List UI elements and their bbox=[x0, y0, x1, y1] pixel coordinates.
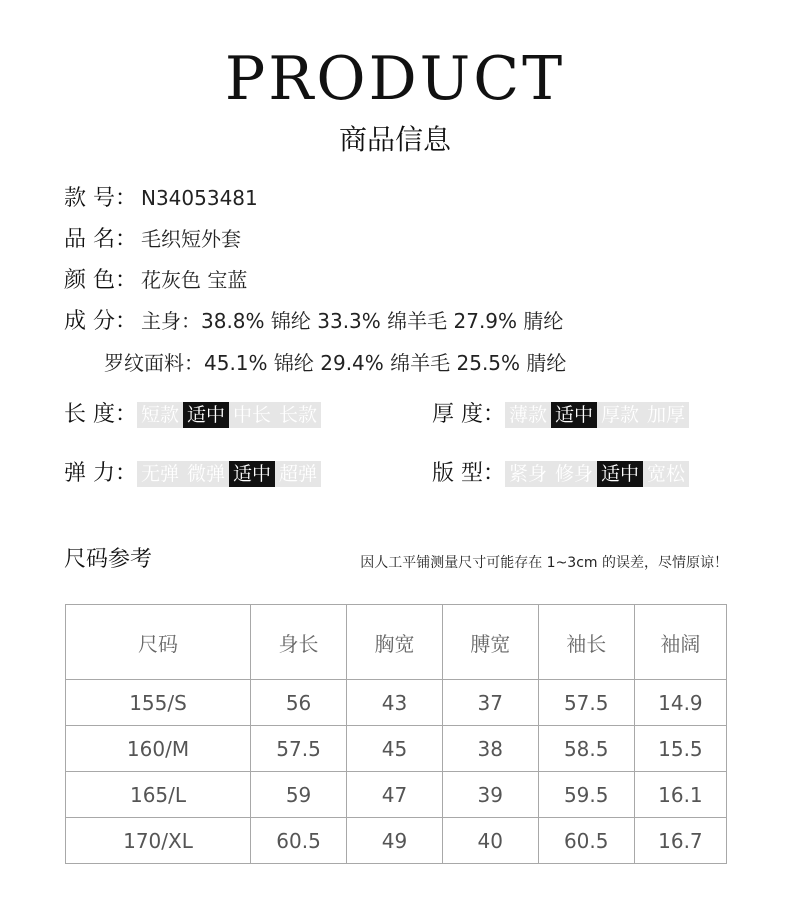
table-cell: 47 bbox=[347, 772, 443, 818]
attribute-thickness bbox=[432, 400, 689, 430]
attribute-elasticity bbox=[64, 459, 321, 489]
table-cell: 59 bbox=[251, 772, 347, 818]
info-row-style-number bbox=[64, 183, 258, 213]
attribute-fit bbox=[432, 459, 689, 489]
table-cell: 49 bbox=[347, 818, 443, 864]
size-chart-note: 因人工平铺测量尺寸可能存在 1~3cm 的误差，尽情原谅！ bbox=[360, 555, 728, 571]
attribute-option: 适中 bbox=[597, 461, 643, 487]
info-label: 颜 色： bbox=[64, 268, 137, 293]
info-row-composition bbox=[64, 306, 563, 336]
info-label: 款 号： bbox=[64, 186, 137, 211]
info-label: 品 名： bbox=[64, 227, 137, 252]
header-cell: 袖长 bbox=[538, 605, 634, 680]
table-cell: 39 bbox=[442, 772, 538, 818]
header-cell: 尺码 bbox=[66, 605, 251, 680]
attribute-option: 适中 bbox=[229, 461, 275, 487]
table-cell: 43 bbox=[347, 680, 443, 726]
attribute-scale bbox=[505, 402, 689, 428]
table-cell: 59.5 bbox=[538, 772, 634, 818]
attribute-option: 薄款 bbox=[509, 404, 548, 426]
table-row bbox=[66, 772, 727, 818]
attribute-option: 超弹 bbox=[279, 463, 318, 485]
attribute-length bbox=[64, 400, 321, 430]
attribute-option: 加厚 bbox=[647, 404, 686, 426]
attribute-scale bbox=[505, 461, 689, 487]
product-info-heading: 商品信息 bbox=[338, 123, 451, 156]
table-row bbox=[66, 680, 727, 726]
table-cell: 57.5 bbox=[538, 680, 634, 726]
composition-rib-fabric: 罗纹面料：45.1% 锦纶 29.4% 绵羊毛 25.5% 腈纶 bbox=[104, 351, 567, 375]
table-cell: 170/XL bbox=[66, 818, 251, 864]
attribute-label: 版 型： bbox=[432, 461, 505, 486]
header-cell: 袖阔 bbox=[634, 605, 726, 680]
table-cell: 38 bbox=[442, 726, 538, 772]
table-cell: 15.5 bbox=[634, 726, 726, 772]
table-cell: 155/S bbox=[66, 680, 251, 726]
table-row bbox=[66, 726, 727, 772]
attribute-option: 中长 bbox=[233, 404, 272, 426]
size-chart-title: 尺码参考 bbox=[64, 547, 153, 572]
attribute-option: 宽松 bbox=[647, 463, 686, 485]
table-cell: 16.1 bbox=[634, 772, 726, 818]
attribute-scale bbox=[137, 461, 321, 487]
info-value: 主身：38.8% 锦纶 33.3% 绵羊毛 27.9% 腈纶 bbox=[141, 309, 564, 333]
header-cell: 胸宽 bbox=[347, 605, 443, 680]
info-row-product-name bbox=[64, 224, 241, 254]
attribute-option: 长款 bbox=[279, 404, 318, 426]
table-cell: 160/M bbox=[66, 726, 251, 772]
table-cell: 16.7 bbox=[634, 818, 726, 864]
info-label: 成 分： bbox=[64, 309, 137, 334]
table-cell: 165/L bbox=[66, 772, 251, 818]
attribute-option: 短款 bbox=[141, 404, 180, 426]
table-cell: 60.5 bbox=[251, 818, 347, 864]
attribute-label: 弹 力： bbox=[64, 461, 137, 486]
table-cell: 45 bbox=[347, 726, 443, 772]
attribute-label: 长 度： bbox=[64, 402, 137, 427]
attribute-option: 厚款 bbox=[601, 404, 640, 426]
table-cell: 58.5 bbox=[538, 726, 634, 772]
attribute-option: 紧身 bbox=[509, 463, 548, 485]
attribute-option: 修身 bbox=[555, 463, 594, 485]
product-title: PRODUCT bbox=[224, 44, 566, 114]
table-cell: 56 bbox=[251, 680, 347, 726]
info-value: 花灰色 宝蓝 bbox=[141, 268, 248, 292]
table-cell: 14.9 bbox=[634, 680, 726, 726]
table-cell: 57.5 bbox=[251, 726, 347, 772]
table-cell: 40 bbox=[442, 818, 538, 864]
attribute-option: 适中 bbox=[551, 402, 597, 428]
info-value: 毛织短外套 bbox=[141, 227, 241, 251]
attribute-label: 厚 度： bbox=[432, 402, 505, 427]
info-value: N34053481 bbox=[141, 186, 258, 210]
table-cell: 60.5 bbox=[538, 818, 634, 864]
info-row-color bbox=[64, 265, 247, 295]
attribute-option: 微弹 bbox=[187, 463, 226, 485]
attribute-scale bbox=[137, 402, 321, 428]
table-cell: 37 bbox=[442, 680, 538, 726]
header-cell: 膊宽 bbox=[442, 605, 538, 680]
table-row bbox=[66, 818, 727, 864]
attribute-option: 适中 bbox=[183, 402, 229, 428]
size-table-header-row bbox=[66, 605, 727, 680]
size-table bbox=[65, 604, 727, 864]
header-cell: 身长 bbox=[251, 605, 347, 680]
attribute-option: 无弹 bbox=[141, 463, 180, 485]
